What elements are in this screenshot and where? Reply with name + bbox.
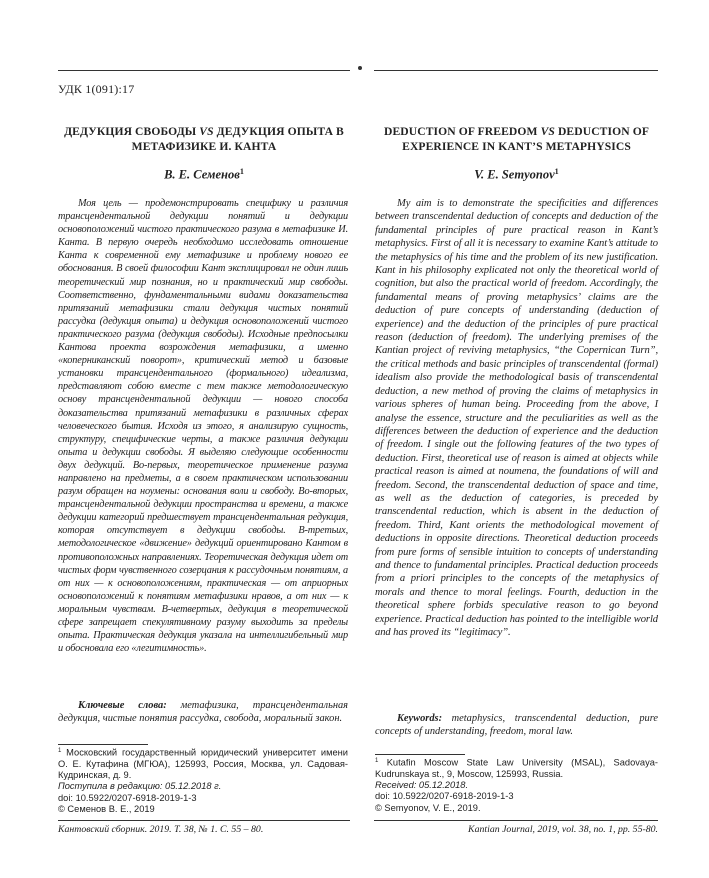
ru-keywords-text: метафизика, трансцендентальная дедукция, чистые понятия рассудка, свобода, моральный закон.	[58, 700, 348, 725]
en-title	[375, 124, 658, 154]
en-author	[375, 167, 658, 182]
en-title-part2: DEDUCTION OF EXPERIENCE IN KANT’S METAPHYSICS	[402, 125, 650, 153]
en-footnote-rule	[375, 754, 465, 755]
ru-title-vs: VS	[199, 125, 214, 138]
en-footnote-received: Received: 05.12.2018.	[375, 779, 469, 790]
en-author-footnote-marker: 1	[554, 167, 559, 176]
ru-author-name: В. Е. Семенов	[164, 167, 240, 182]
en-keywords	[375, 712, 658, 738]
top-rule-left	[58, 70, 350, 71]
ru-author-footnote-marker: 1	[239, 167, 244, 176]
ru-abstract: Моя цель — продемонстрировать специфику и различия трансцендентальной дедукции понятий и дедукции основоположений чистого практического разума в метафизике И. Канта. В первую очередь необходимо исследовать отношение Канта к современной ему метафизике и проблему нового ее обоснования. В своей философии Кант эксплицировал не один лишь теоретический мир познания, но и практический мир свободы. Соответственно, фундаментальными видами доказательства притязаний метафизики стали дедукция чистых понятий рассудка (дедукция опыта) и дедукция основоположений чистого практического разума (дедукция свободы). Исходные предпосылки Кантова проекта возрождения метафизики, а именно «коперниканский поворот», критический метод и базовые установки трансцендентального (формального) идеализма, представляют собою вместе с тем также методологическую основу трансцендентальной дедукции — нового способа доказательства притязаний метафизики в различных сферах человеческого бытия. Исходя из этого, я анализирую сущность, структуру, специфические черты, а также различия дедукции опыта и дедукции свободы. Я выделяю следующие особенности двух дедукций. Во-первых, теоретическое применение разума направлено на предметы, а в своем практическом использовании разум обращен на ноумены: основания воли и свободу. Во-вторых, трансцендентальной дедукции пространства и времени, а также дедукции категорий предшествует трансцендентальная редукция, которая отсутствует в дедукции свободы. В-третьих, методологическое «движение» дедукций ориентировано Кантом в противоположных направлениях. Теоретическая дедукция идет от чистых форм чувственного созерцания к рассудочным понятиям, а от них — к основоположениям, практическая — от априорных основоположений к понятиям метафизики нравов, а от них — к моральным чувствам. В-четвертых, дедукция в теоретической сфере запрещает спекулятивному разуму выходить за пределы опыта. Практическая дедукция указала на интеллигибельный мир и обосновала его «легитимность».	[58, 198, 348, 655]
ru-footnote-copyright: © Семенов В. Е., 2019	[58, 803, 155, 814]
en-abstract: My aim is to demonstrate the specificities and differences between transcendental deduction of concepts and deduction of the fundamental principles of pure practical reason in Kant’s metaphysics. First of all it is necessary to examine Kant’s attitude to the metaphysics of his time and the problem of its new justification. Kant in his philosophy explicated not only the theoretical world of cognition, but also the practical world of freedom. Accordingly, the fundamental means of proving metaphysics’ claims are the deduction of pure concepts of understanding (deduction of experience) and the deduction of the principles of pure practical reason (deduction of freedom). The underlying premises of the Kantian project of reviving metaphysics, “the Copernican Turn”, the critical methods and basic principles of transcendental (formal) idealism also provide the methodological basis of transcendental deduction, a new method of proving the claims of metaphysics in various spheres of human being. Proceeding from the above, I analyse the essence, structure and the peculiarities as well as the differences between the deduction of experience and the deduction of freedom. I single out the following features of the two types of deduction. First, theoretical use of reason is aimed at objects while practical reason is aimed at noumena, the foundations of will and freedom. Second, the transcendental deduction of space and time, as well as the deduction of categories, is preceded by transcendental reduction, which is absent in the deduction of freedom. Third, Kant orients the methodological movement of deductions in opposite directions. Theoretical deduction proceeds from pure forms of sensible intuition to concepts of understanding and thence to fundamental principles. Practical deduction proceeds from a priori principles to the concepts of the metaphysics of morals and thence to moral feelings. Fourth, deduction in the theoretical sphere forbids speculative reason to go beyond experience. Practical deduction has pointed to the intelligible world and has proved its “legitimacy”.	[375, 198, 658, 638]
en-running-footer: Kantian Journal, 2019, vol. 38, no. 1, pp. 55-80.	[468, 824, 658, 835]
ru-author	[58, 167, 350, 182]
ru-title-part2: ДЕДУКЦИЯ ОПЫТА В МЕТАФИЗИКЕ И. КАНТА	[131, 125, 344, 153]
ru-footnote-rule	[58, 744, 148, 745]
udk-code: УДК 1(091):17	[58, 82, 135, 96]
bottom-rule-left	[58, 820, 350, 821]
ru-footnote	[58, 746, 348, 815]
ru-title	[58, 124, 350, 154]
en-footnote-affiliation: Kutafin Moscow State Law University (MSAL), Sadovaya-Kudrunskaya st., 9, Moscow, 125993, Russia.	[375, 757, 658, 779]
en-keywords-label: Keywords:	[397, 713, 443, 724]
en-footnote-marker: 1	[375, 758, 379, 764]
en-footnote-doi: doi: 10.5922/0207-6918-2019-1-3	[375, 791, 514, 802]
top-rule-right	[374, 70, 658, 71]
bottom-rule-right	[374, 820, 658, 821]
ru-keywords	[58, 699, 348, 725]
ru-footnote-doi: doi: 10.5922/0207-6918-2019-1-3	[58, 792, 197, 803]
ru-footnote-received: Поступила в редакцию: 05.12.2018 г.	[58, 781, 222, 792]
ru-running-footer: Кантовский сборник. 2019. Т. 38, № 1. С. 55 – 80.	[58, 824, 264, 835]
en-author-name: V. E. Semyonov	[474, 167, 555, 182]
ru-footnote-affiliation: Московский государственный юридический университет имени О. Е. Кутафина (МГЮА), 125993, Россия, Москва, ул. Садовая-Кудринская, д. 9.	[58, 747, 348, 780]
en-footnote	[375, 756, 658, 814]
en-title-vs: VS	[540, 125, 555, 138]
center-dot	[358, 66, 362, 70]
en-keywords-text: metaphysics, transcendental deduction, pure concepts of understanding, freedom, moral law.	[375, 713, 658, 738]
ru-keywords-label: Ключевые слова:	[78, 700, 167, 711]
ru-title-part1: ДЕДУКЦИЯ СВОБОДЫ	[64, 125, 200, 138]
ru-footnote-marker: 1	[58, 748, 62, 754]
en-footnote-copyright: © Semyonov, V. E., 2019.	[375, 802, 481, 813]
en-title-part1: DEDUCTION OF FREEDOM	[383, 125, 541, 138]
